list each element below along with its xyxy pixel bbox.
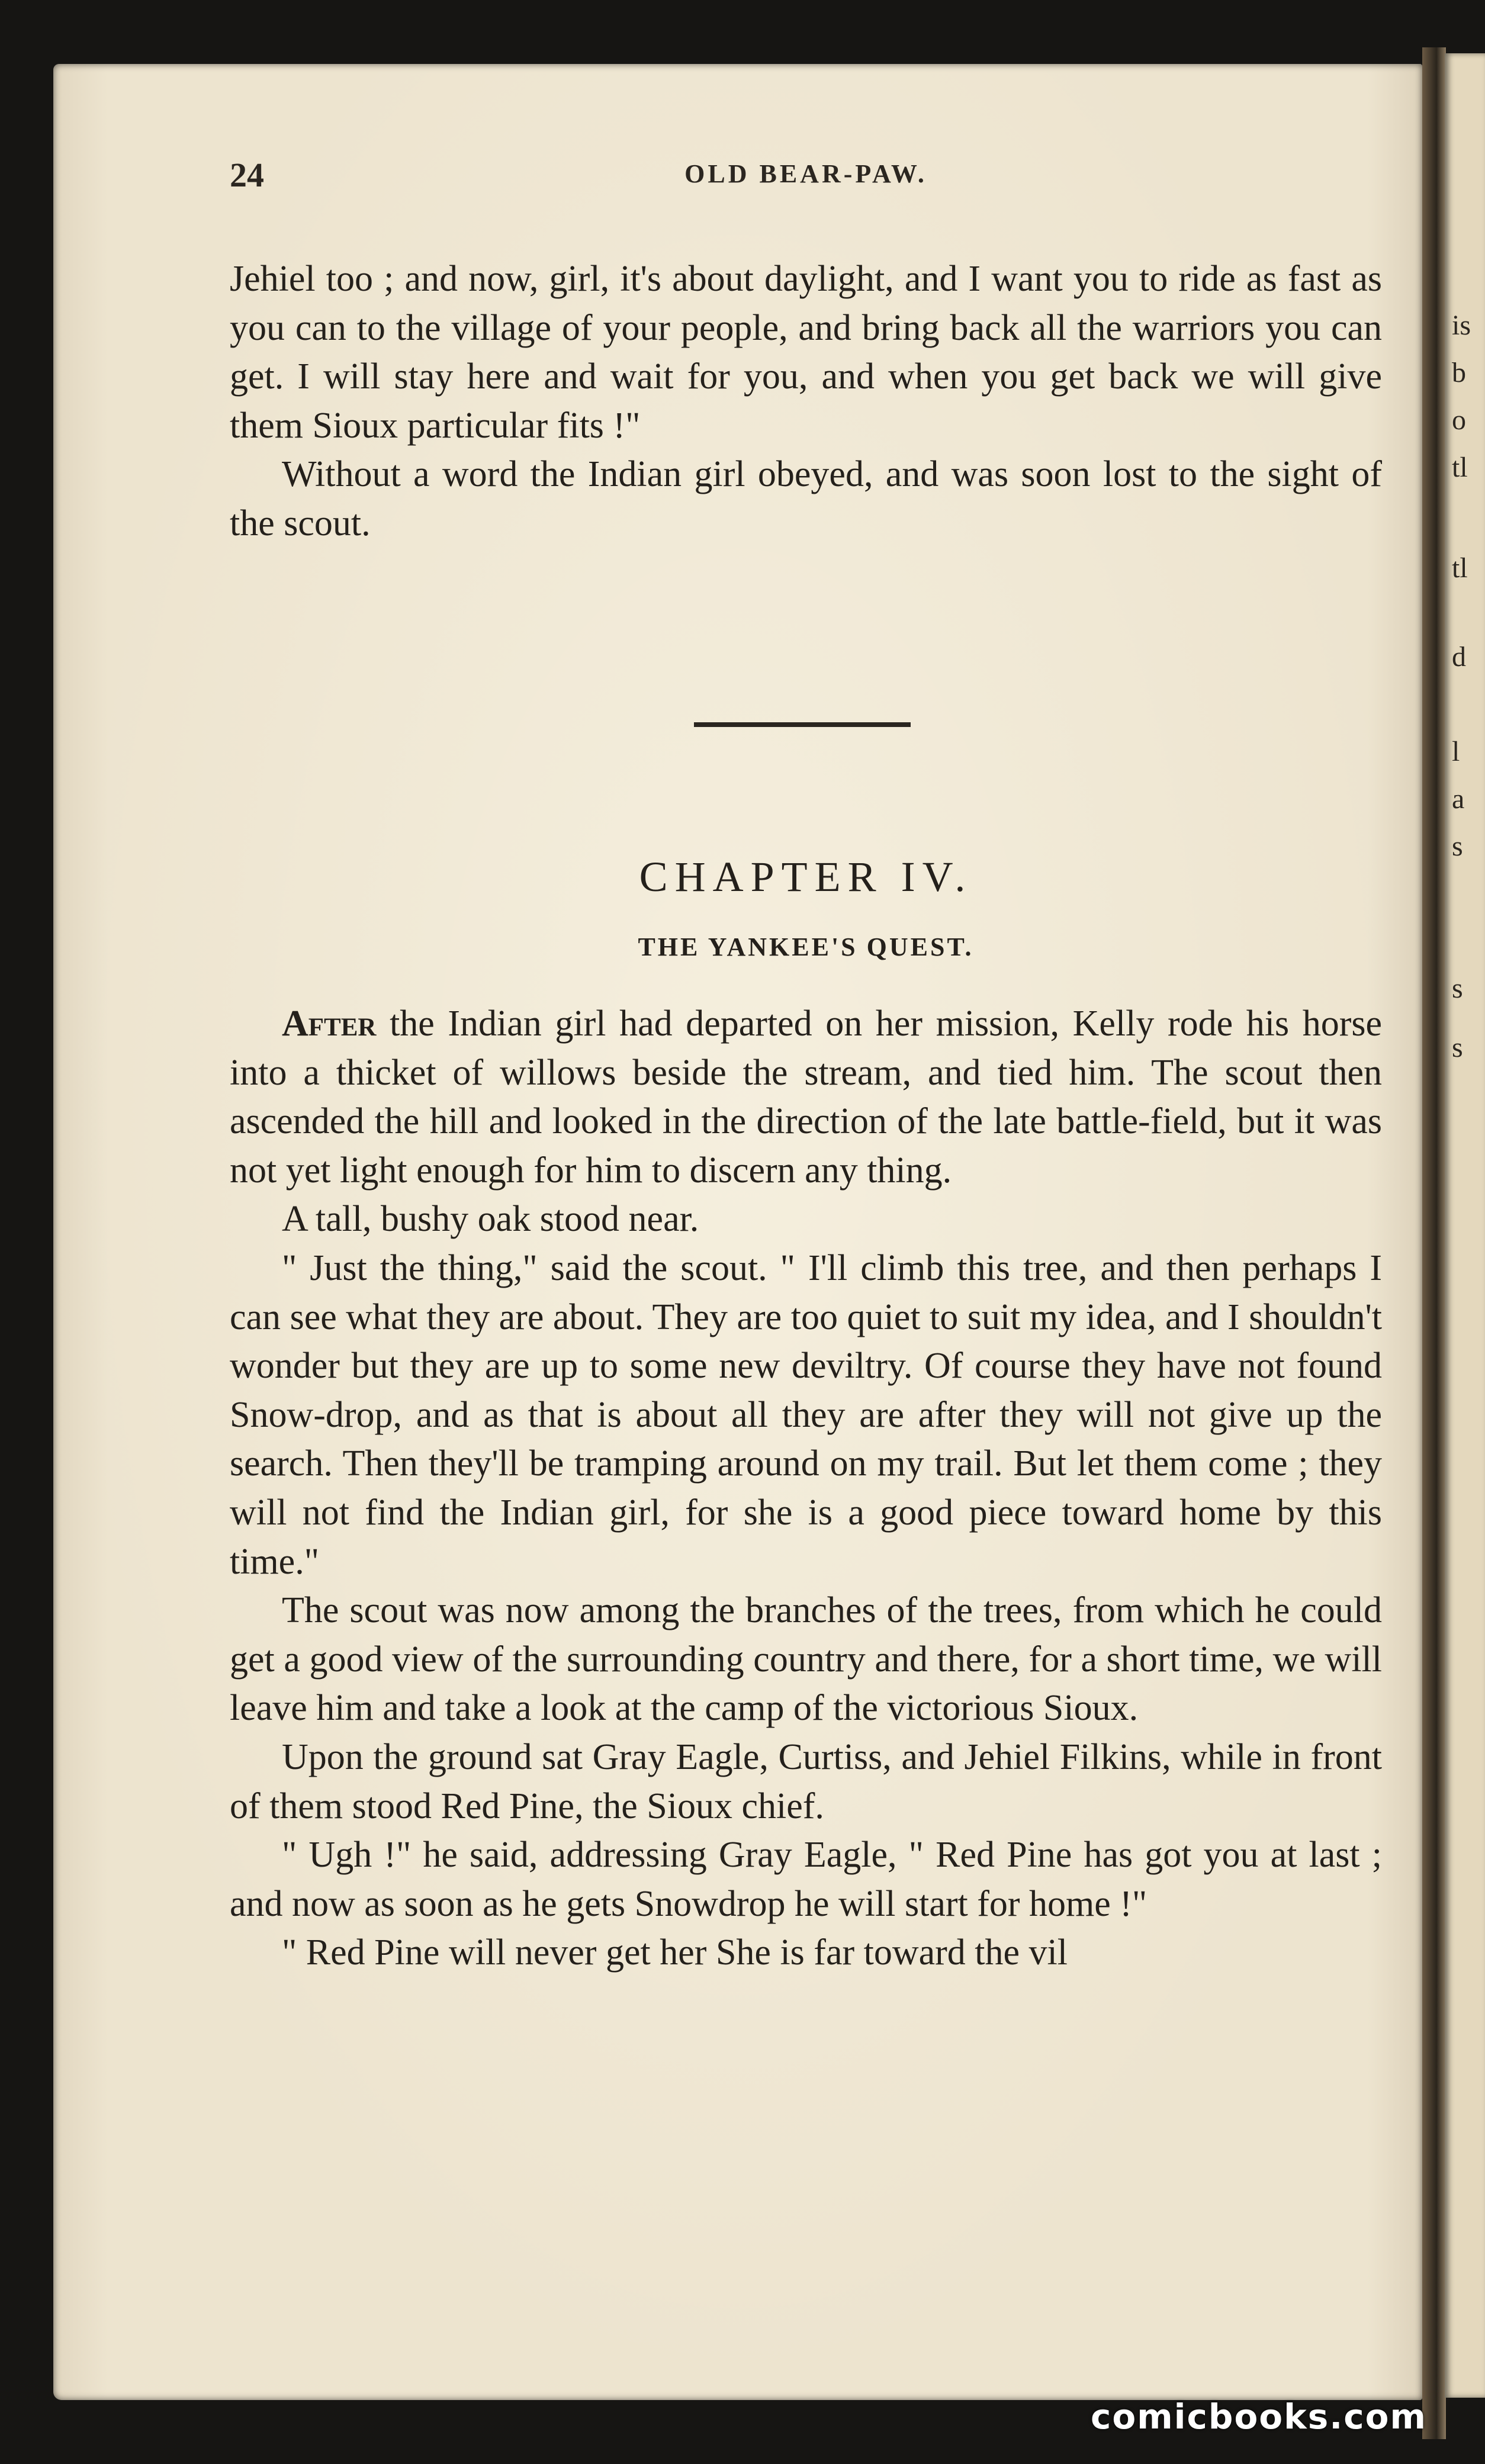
paragraph: Without a word the Indian girl obeyed, and was soon lost to the sight of the scout. — [230, 454, 1382, 543]
chapter-text — [230, 999, 1382, 1977]
section-divider-rule — [694, 722, 911, 727]
paragraph: Upon the ground sat Gray Eagle, Curtiss, and Jehiel Filkins, while in front of them stood Red Pine, the Sioux chief. — [230, 1736, 1382, 1826]
fragment: a — [1452, 783, 1465, 815]
paragraph: " Ugh !" he said, addressing Gray Eagle, " Red Pine has got you at last ; and now as soon as he gets Snowdrop he will start for home !" — [230, 1835, 1382, 1924]
paragraph: The scout was now among the branches of the trees, from which he could get a good view of the surrounding country and there, for a short time, we will leave him and take a look at the camp of the victorious Sioux. — [230, 1590, 1382, 1729]
fragment: l — [1452, 736, 1460, 767]
opening-word: After — [282, 1003, 377, 1044]
paragraph — [230, 999, 1382, 1195]
fragment: s — [1452, 1032, 1463, 1063]
fragment: s — [1452, 973, 1463, 1004]
fragment: is — [1452, 310, 1471, 341]
fragment: o — [1452, 404, 1466, 436]
paragraph: " Red Pine will never get her She is far toward the vil — [282, 1932, 1068, 1973]
site-watermark: comicbooks.com — [1091, 2397, 1427, 2437]
page-header — [230, 155, 1382, 208]
page-number: 24 — [230, 156, 264, 194]
text-before-chapter — [230, 255, 1382, 548]
chapter-subtitle: THE YANKEE'S QUEST. — [638, 932, 974, 961]
paragraph: " Just the thing," said the scout. " I'll climb this tree, and then perhaps I can see what they are about. They are too quiet to suit my idea, and I shouldn't wonder but they are up to some new deviltry. Of course they have not found Snow-drop, and as that is about all they are after they will not give up the search. Then they'll be tramping around on my trail. But let them come ; they will not find the Indian girl, for she is a good piece toward home by this time." — [230, 1247, 1382, 1582]
chapter-heading: CHAPTER IV. — [639, 853, 973, 900]
fragment: b — [1452, 357, 1466, 388]
fragment: tl — [1452, 552, 1468, 584]
book-spine — [1422, 47, 1446, 2439]
fragment: d — [1452, 641, 1466, 673]
opening-paragraph-text: the Indian girl had departed on her mission, Kelly rode his horse into a thicket of willows beside the stream, and tied him. The scout then ascended the hill and looked in the direction of the late battle-field, but it was not yet light enough for him to discern any thing. — [230, 1003, 1382, 1191]
fragment: tl — [1452, 452, 1468, 483]
paragraph: A tall, bushy oak stood near. — [282, 1199, 699, 1240]
fragment: s — [1452, 831, 1463, 862]
paragraph: Jehiel too ; and now, girl, it's about daylight, and I want you to ride as fast as you can to the village of your people, and bring back all the warriors you can get. I will stay here and wait for you, and when you get back we will give them Sioux particular fits !" — [230, 259, 1382, 446]
running-head: OLD BEAR-PAW. — [684, 159, 927, 188]
